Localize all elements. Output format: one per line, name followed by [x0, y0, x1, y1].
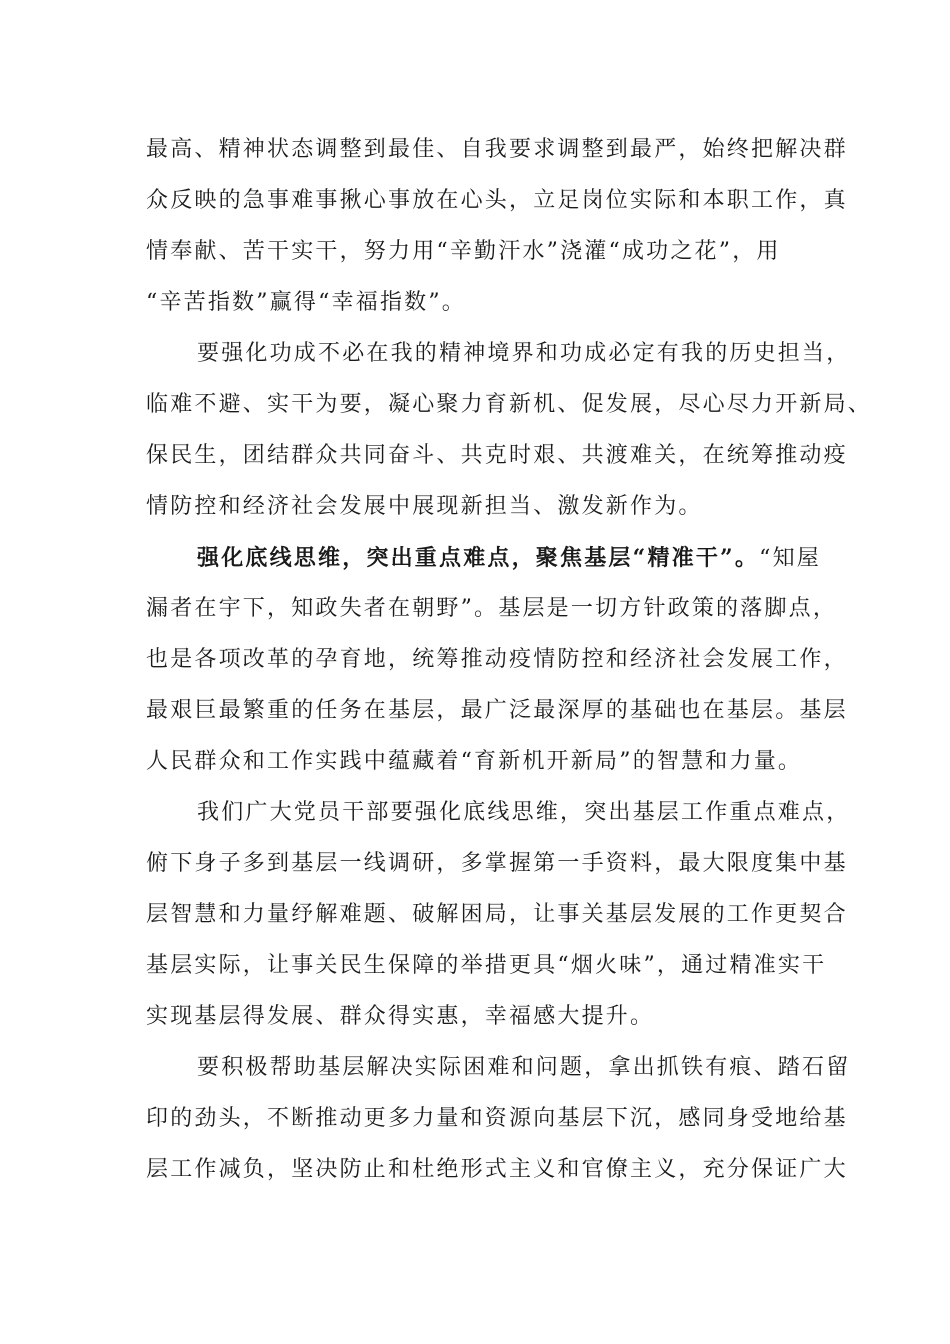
- paragraph-3-line-5: 人民群众和工作实践中蕴藏着“育新机开新局”的智慧和力量。: [146, 749, 803, 774]
- paragraph-4-line-3: 层智慧和力量纾解难题、破解困局，让事关基层发展的工作更契合: [146, 902, 848, 927]
- paragraph-4-line-4: 基层实际，让事关民生保障的举措更具“烟火味”，通过精准实干: [146, 953, 827, 978]
- paragraph-4-line-1: 我们广大党员干部要强化底线思维，突出基层工作重点难点，: [197, 800, 851, 825]
- section-heading: 强化底线思维，突出重点难点，聚焦基层“精准干”。: [197, 545, 760, 571]
- paragraph-5-line-3: 层工作减负，坚决防止和杜绝形式主义和官僚主义，充分保证广大: [146, 1157, 848, 1182]
- paragraph-1-line-3: 情奉献、苦干实干，努力用“辛勤汗水”浇灌“成功之花”，用: [146, 239, 781, 264]
- paragraph-4-line-5: 实现基层得发展、群众得实惠，幸福感大提升。: [146, 1004, 655, 1029]
- paragraph-1-line-1: 最高、精神状态调整到最佳、自我要求调整到最严，始终把解决群: [146, 137, 848, 162]
- paragraph-2-line-1: 要强化功成不必在我的精神境界和功成必定有我的历史担当，: [197, 341, 851, 366]
- paragraph-3-line-4: 最艰巨最繁重的任务在基层，最广泛最深厚的基础也在基层。基层: [146, 698, 848, 723]
- paragraph-3-line-2: 漏者在宇下，知政失者在朝野”。基层是一切方针政策的落脚点，: [146, 596, 838, 621]
- paragraph-2-line-3: 保民生，团结群众共同奋斗、共克时艰、共渡难关，在统筹推动疫: [146, 443, 848, 468]
- paragraph-4-line-2: 俯下身子多到基层一线调研，多掌握第一手资料，最大限度集中基: [146, 851, 848, 876]
- paragraph-3-line-3: 也是各项改革的孕育地，统筹推动疫情防控和经济社会发展工作，: [146, 647, 848, 672]
- paragraph-5-line-2: 印的劲头，不断推动更多力量和资源向基层下沉，感同身受地给基: [146, 1106, 848, 1131]
- paragraph-2-line-4: 情防控和经济社会发展中展现新担当、激发新作为。: [146, 494, 703, 519]
- paragraph-2-line-2: 临难不避、实干为要，凝心聚力育新机、促发展，尽心尽力开新局、: [146, 392, 873, 417]
- paragraph-3-heading-tail: “知屋: [759, 546, 821, 571]
- paragraph-1-line-4: “辛苦指数”赢得“幸福指数”。: [146, 290, 466, 315]
- paragraph-5-line-1: 要积极帮助基层解决实际困难和问题，拿出抓铁有痕、踏石留: [197, 1055, 851, 1080]
- paragraph-3-line-1: [197, 532, 827, 584]
- paragraph-1-line-2: 众反映的急事难事揪心事放在心头，立足岗位实际和本职工作，真: [146, 188, 848, 213]
